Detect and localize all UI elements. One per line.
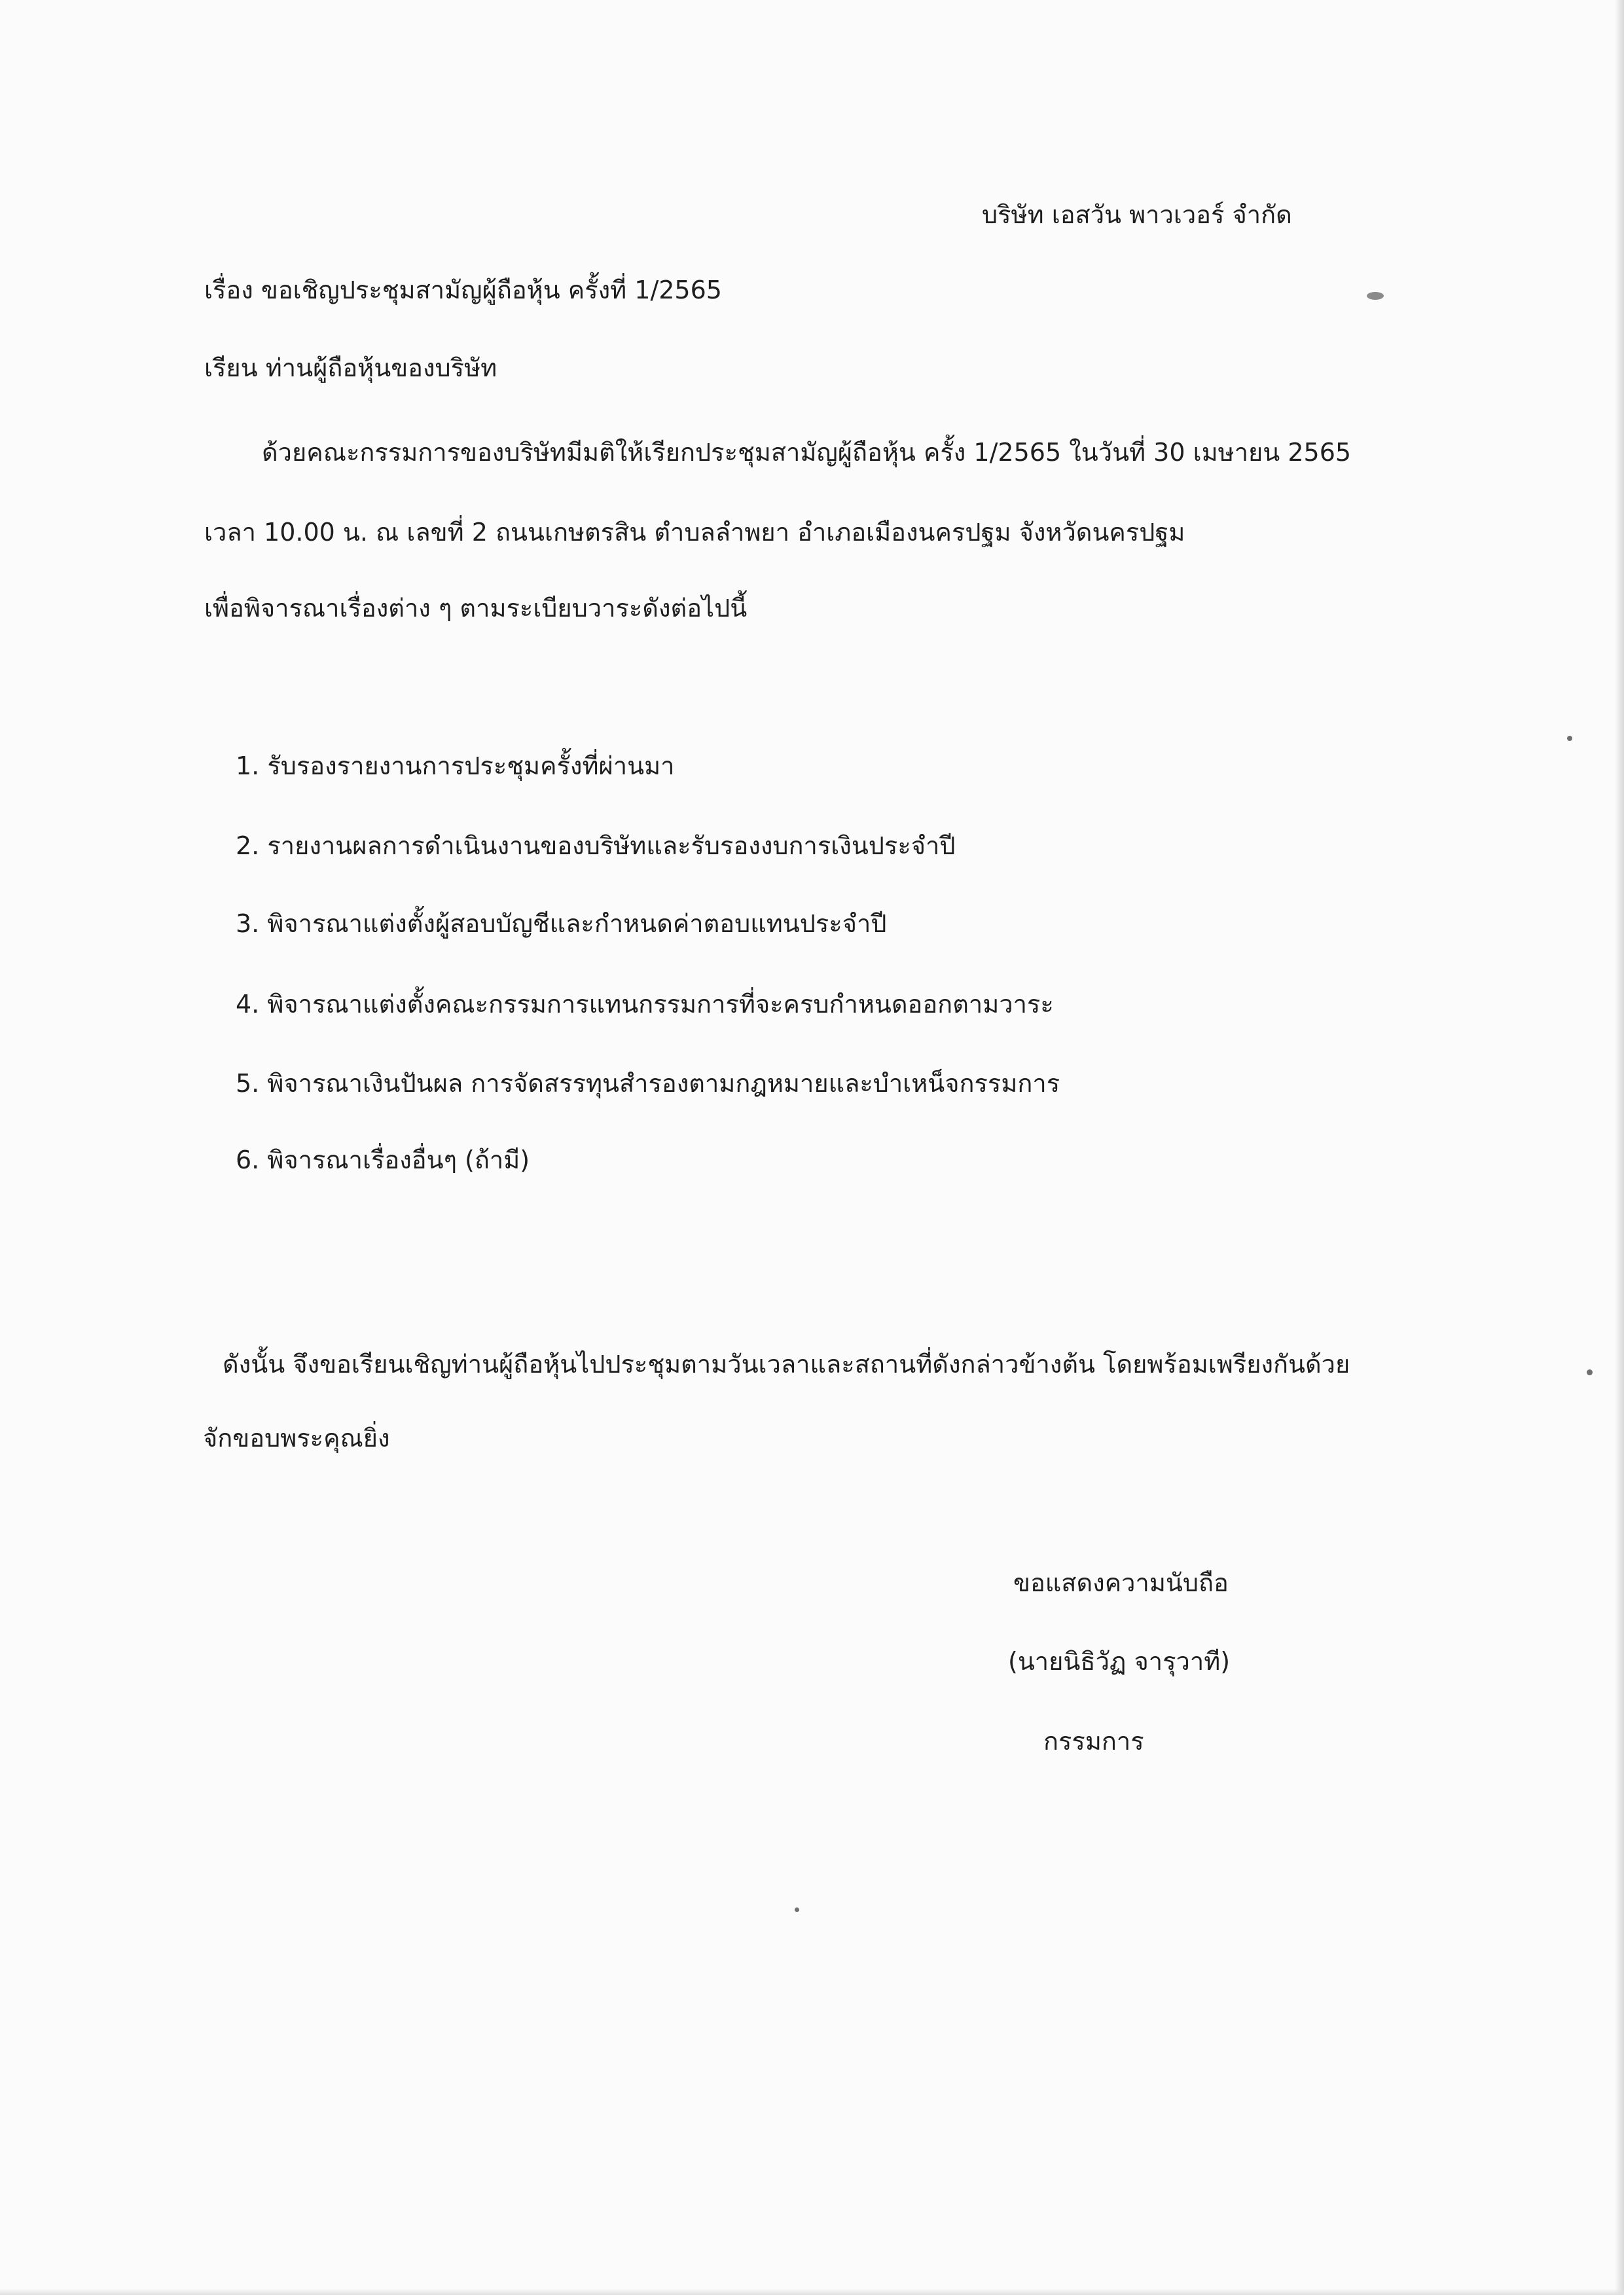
scan-edge-right: [1615, 0, 1624, 2295]
agenda-item-5: 5. พิจารณาเงินปันผล การจัดสรรทุนสำรองตามกฎหมายและบำเหน็จกรรมการ: [236, 1069, 1060, 1098]
scan-speck: [1587, 1369, 1593, 1375]
company-name: บริษัท เอสวัน พาวเวอร์ จำกัด: [982, 200, 1292, 229]
scan-edge-bottom: [0, 2288, 1624, 2295]
closing-line-1: ดังนั้น จึงขอเรียนเชิญท่านผู้ถือหุ้นไปประชุมตามวันเวลาและสถานที่ดังกล่าวข้างต้น โดยพร้อมเพรียงกันด้วย: [223, 1350, 1350, 1379]
signature-name: (นายนิธิวัฏ จารุวาที): [1008, 1647, 1231, 1676]
subject-line: เรื่อง ขอเชิญประชุมสามัญผู้ถือหุ้น ครั้งที่ 1/2565: [204, 276, 722, 304]
body-line-2: เวลา 10.00 น. ณ เลขที่ 2 ถนนเกษตรสิน ตำบลลำพยา อำเภอเมืองนครปฐม จังหวัดนครปฐม: [204, 518, 1185, 547]
signature-title: กรรมการ: [1043, 1727, 1144, 1756]
body-line-3: เพื่อพิจารณาเรื่องต่าง ๆ ตามระเบียบวาระดังต่อไปนี้: [204, 594, 748, 623]
agenda-item-4: 4. พิจารณาแต่งตั้งคณะกรรมการแทนกรรมการที่จะครบกำหนดออกตามวาระ: [236, 990, 1054, 1019]
scan-speck: [795, 1907, 799, 1912]
agenda-item-2: 2. รายงานผลการดำเนินงานของบริษัทและรับรองงบการเงินประจำปี: [236, 831, 956, 860]
signature-regards: ขอแสดงความนับถือ: [1013, 1568, 1229, 1597]
agenda-item-6: 6. พิจารณาเรื่องอื่นๆ (ถ้ามี): [236, 1146, 530, 1174]
body-line-1: ด้วยคณะกรรมการของบริษัทมีมติให้เรียกประชุมสามัญผู้ถือหุ้น ครั้ง 1/2565 ในวันที่ 30 เมษายน 2565: [262, 438, 1352, 467]
scan-speck: [1567, 736, 1572, 741]
salutation-line: เรียน ท่านผู้ถือหุ้นของบริษัท: [204, 353, 497, 382]
agenda-item-1: 1. รับรองรายงานการประชุมครั้งที่ผ่านมา: [236, 751, 675, 780]
scan-speck: [1367, 292, 1384, 300]
closing-line-2: จักขอบพระคุณยิ่ง: [203, 1424, 390, 1453]
agenda-item-3: 3. พิจารณาแต่งตั้งผู้สอบบัญชีและกำหนดค่าตอบแทนประจำปี: [236, 909, 887, 938]
